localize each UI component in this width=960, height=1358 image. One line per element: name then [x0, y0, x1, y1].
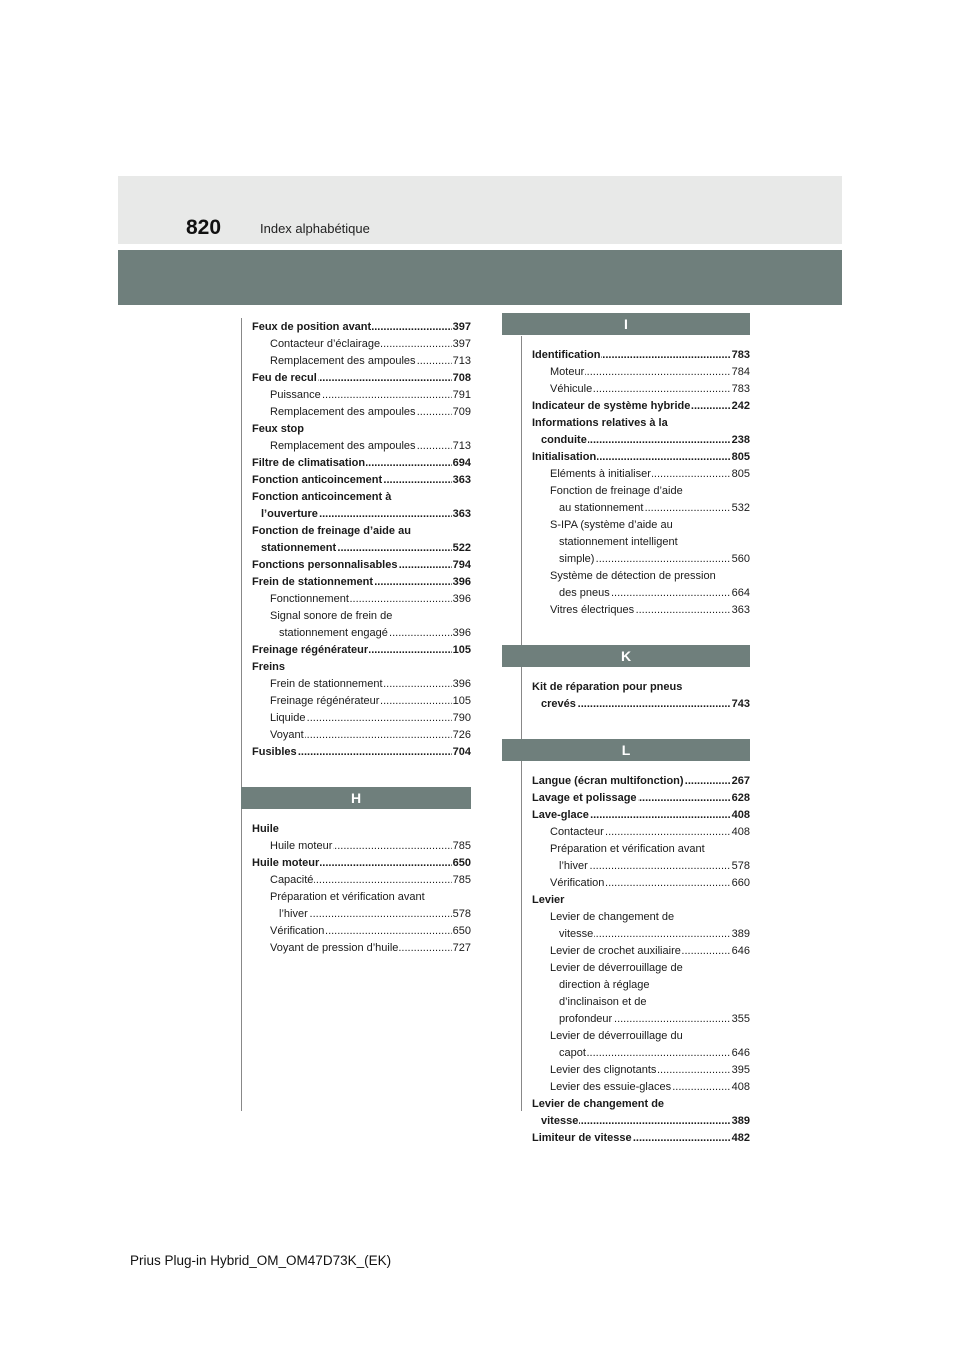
entry-text: Remplacement des ampoules	[270, 355, 416, 367]
index-entry[interactable]	[532, 977, 750, 994]
index-entry[interactable]	[532, 1096, 750, 1113]
entry-text: Identification	[532, 349, 601, 361]
index-entry[interactable]	[532, 551, 750, 568]
entry-text: vitesse	[541, 1115, 579, 1127]
entry-page-number: 713	[452, 353, 471, 370]
entry-text: direction à réglage	[559, 979, 650, 991]
index-entry[interactable]	[252, 744, 471, 761]
entry-text: Filtre de climatisation	[252, 457, 366, 469]
entry-text: Voyant	[270, 729, 304, 741]
entry-text: Levier des clignotants	[550, 1064, 657, 1076]
entry-text: Capacité	[270, 874, 314, 886]
entry-text: simple)	[559, 553, 595, 565]
entry-text: stationnement engagé	[279, 627, 388, 639]
entry-text: Fusibles	[252, 746, 297, 758]
index-entry[interactable]	[252, 923, 471, 940]
entry-page-number: 363	[452, 472, 471, 489]
entry-page-number: 664	[731, 585, 750, 602]
entry-page-number: 578	[731, 858, 750, 875]
letter-heading: H	[241, 787, 471, 809]
entry-page-number: 660	[731, 875, 750, 892]
entry-text: crevés	[541, 698, 576, 710]
entry-text: Voyant de pression d’huile	[270, 942, 399, 954]
entry-page-number: 238	[731, 432, 750, 449]
index-entry[interactable]	[252, 574, 471, 591]
entry-page-number: 408	[731, 1079, 750, 1096]
index-entry[interactable]	[532, 926, 750, 943]
index-entry[interactable]	[252, 608, 471, 625]
index-entry[interactable]	[252, 438, 471, 455]
index-entry[interactable]	[532, 1028, 750, 1045]
index-entry[interactable]	[252, 489, 471, 506]
entry-page-number: 708	[452, 370, 471, 387]
index-entry[interactable]	[532, 347, 750, 364]
index-entry[interactable]	[532, 517, 750, 534]
entry-page-number: 785	[452, 838, 471, 855]
entry-text: Huile moteur	[270, 840, 333, 852]
index-entry[interactable]	[532, 807, 750, 824]
index-entry[interactable]	[252, 855, 471, 872]
entry-page-number: 805	[731, 466, 750, 483]
index-entry[interactable]	[532, 585, 750, 602]
entry-text: au stationnement	[559, 502, 644, 514]
index-entry[interactable]	[252, 838, 471, 855]
entry-text: Remplacement des ampoules	[270, 440, 416, 452]
index-entry[interactable]	[532, 534, 750, 551]
index-entry[interactable]	[252, 523, 471, 540]
entry-text: stationnement	[261, 542, 337, 554]
index-entry[interactable]	[532, 960, 750, 977]
entry-text: Eléments à initialiser	[550, 468, 651, 480]
entry-text: Fonction de freinage d’aide au	[252, 525, 411, 537]
entry-page-number: 396	[452, 625, 471, 642]
entry-text: Langue (écran multifonction)	[532, 775, 684, 787]
letter-heading: L	[502, 739, 750, 761]
left-column-rule	[241, 318, 242, 1111]
entry-page-number: 650	[452, 923, 471, 940]
entry-page-number: 650	[452, 855, 471, 872]
index-entry[interactable]	[532, 773, 750, 790]
index-entry[interactable]	[252, 872, 471, 889]
index-entry[interactable]	[252, 387, 471, 404]
entry-text: Freins	[252, 661, 286, 673]
index-entry[interactable]	[532, 892, 750, 909]
entry-page-number: 785	[452, 872, 471, 889]
entry-page-number: 105	[452, 693, 471, 710]
entry-page-number: 628	[731, 790, 750, 807]
entry-page-number: 726	[452, 727, 471, 744]
index-entry[interactable]	[252, 710, 471, 727]
index-entry[interactable]	[532, 858, 750, 875]
entry-text: stationnement intelligent	[559, 536, 678, 548]
entry-text: Fonctionnement	[270, 593, 349, 605]
entry-page-number: 482	[731, 1130, 750, 1147]
entry-text: Puissance	[270, 389, 321, 401]
entry-page-number: 578	[452, 906, 471, 923]
entry-text: Lave-glace	[532, 809, 589, 821]
entry-page-number: 363	[731, 602, 750, 619]
entry-text: Lavage et polissage	[532, 792, 637, 804]
entry-page-number: 105	[452, 642, 471, 659]
index-entry[interactable]	[532, 568, 750, 585]
right-index-column	[532, 313, 750, 1147]
letter-heading: I	[502, 313, 750, 335]
entry-text: Système de détection de pression	[550, 570, 716, 582]
index-entry[interactable]	[252, 693, 471, 710]
entry-text: Freinage régénérateur	[252, 644, 369, 656]
index-entry[interactable]	[532, 696, 750, 713]
entry-text: Levier de déverrouillage de	[550, 962, 683, 974]
index-entry[interactable]	[252, 370, 471, 387]
entry-text: conduite	[541, 434, 587, 446]
index-entry[interactable]	[252, 319, 471, 336]
entry-text: Kit de réparation pour pneus	[532, 681, 683, 693]
index-entry[interactable]	[532, 1113, 750, 1130]
entry-text: Moteur	[550, 366, 585, 378]
entry-page-number: 396	[452, 676, 471, 693]
entry-text: Contacteur d’éclairage	[270, 338, 381, 350]
entry-page-number: 560	[731, 551, 750, 568]
entry-text: Levier de changement de	[532, 1098, 665, 1110]
entry-text: Vitres électriques	[550, 604, 635, 616]
entry-text: Levier de déverrouillage du	[550, 1030, 683, 1042]
entry-text: Freinage régénérateur	[270, 695, 380, 707]
index-entry[interactable]	[532, 398, 750, 415]
entry-page-number: 522	[452, 540, 471, 557]
index-entry[interactable]	[532, 909, 750, 926]
index-entry[interactable]	[532, 483, 750, 500]
index-entry[interactable]	[252, 557, 471, 574]
entry-text: Fonction anticoincement	[252, 474, 383, 486]
index-entry[interactable]	[252, 455, 471, 472]
index-entry[interactable]	[532, 602, 750, 619]
index-entry[interactable]	[532, 500, 750, 517]
entry-text: Vérification	[550, 877, 605, 889]
index-entry[interactable]	[252, 421, 471, 438]
index-entry[interactable]	[532, 943, 750, 960]
entry-page-number: 408	[731, 824, 750, 841]
index-entry[interactable]	[252, 676, 471, 693]
entry-page-number: 242	[731, 398, 750, 415]
entry-text: d’inclinaison et de	[559, 996, 647, 1008]
entry-page-number: 397	[452, 336, 471, 353]
index-entry[interactable]	[532, 432, 750, 449]
entry-text: Contacteur	[550, 826, 604, 838]
index-entry[interactable]	[252, 540, 471, 557]
index-entry[interactable]	[532, 1079, 750, 1096]
entry-page-number: 363	[452, 506, 471, 523]
index-entry[interactable]	[532, 841, 750, 858]
page-number: 820	[186, 216, 222, 239]
index-entry[interactable]	[252, 625, 471, 642]
entry-text: Fonction anticoincement à	[252, 491, 392, 503]
index-entry[interactable]	[532, 381, 750, 398]
entry-text: l’hiver	[559, 860, 588, 872]
entry-text: Huile moteur	[252, 857, 320, 869]
entry-text: Indicateur de système hybride	[532, 400, 691, 412]
entry-page-number: 408	[731, 807, 750, 824]
index-entry[interactable]	[532, 1062, 750, 1079]
entry-page-number: 532	[731, 500, 750, 517]
index-entry[interactable]	[532, 364, 750, 381]
entry-text: Levier des essuie-glaces	[550, 1081, 672, 1093]
index-entry[interactable]	[252, 727, 471, 744]
entry-page-number: 743	[731, 696, 750, 713]
index-entry[interactable]	[532, 679, 750, 696]
dot-leader	[559, 1045, 750, 1062]
entry-page-number: 389	[731, 1113, 750, 1130]
entry-page-number: 794	[452, 557, 471, 574]
entry-text: profondeur	[559, 1013, 613, 1025]
index-entry[interactable]	[532, 449, 750, 466]
index-entry[interactable]	[252, 821, 471, 838]
entry-text: Initialisation	[532, 451, 597, 463]
entry-page-number: 805	[731, 449, 750, 466]
entry-text: Frein de stationnement	[252, 576, 374, 588]
entry-text: Véhicule	[550, 383, 593, 395]
entry-page-number: 355	[731, 1011, 750, 1028]
entry-page-number: 790	[452, 710, 471, 727]
entry-page-number: 397	[452, 319, 471, 336]
right-column-rule	[521, 336, 522, 1111]
entry-page-number: 396	[452, 591, 471, 608]
index-entry[interactable]	[532, 824, 750, 841]
entry-text: Levier de changement de	[550, 911, 675, 923]
entry-text: Huile	[252, 823, 279, 835]
entry-text: capot	[559, 1047, 586, 1059]
entry-text: Limiteur de vitesse	[532, 1132, 632, 1144]
index-entry[interactable]	[532, 994, 750, 1011]
entry-text: Fonction de freinage d’aide	[550, 485, 683, 497]
index-entry[interactable]	[532, 875, 750, 892]
left-index-column	[252, 319, 471, 957]
entry-text: Feux stop	[252, 423, 304, 435]
entry-text: Remplacement des ampoules	[270, 406, 416, 418]
entry-page-number: 267	[731, 773, 750, 790]
header-dark-band	[118, 250, 842, 305]
entry-text: Feux de position avant	[252, 321, 372, 333]
entry-text: l’ouverture	[261, 508, 318, 520]
entry-text: Signal sonore de frein de	[270, 610, 393, 622]
index-entry[interactable]	[252, 940, 471, 957]
entry-text: Préparation et vérification avant	[270, 891, 425, 903]
entry-page-number: 791	[452, 387, 471, 404]
index-entry[interactable]	[252, 659, 471, 676]
entry-page-number: 704	[452, 744, 471, 761]
header-band	[118, 176, 842, 244]
entry-page-number: 646	[731, 943, 750, 960]
entry-text: S-IPA (système d’aide au	[550, 519, 673, 531]
index-entry[interactable]	[252, 353, 471, 370]
index-entry[interactable]	[252, 889, 471, 906]
section-title: Index alphabétique	[260, 221, 370, 236]
entry-text: des pneus	[559, 587, 610, 599]
entry-page-number: 727	[452, 940, 471, 957]
index-entry[interactable]	[252, 336, 471, 353]
index-entry[interactable]	[532, 466, 750, 483]
entry-page-number: 396	[452, 574, 471, 591]
index-entry[interactable]	[252, 642, 471, 659]
entry-text: Frein de stationnement	[270, 678, 383, 690]
entry-text: Levier de crochet auxiliaire	[550, 945, 681, 957]
index-entry[interactable]	[252, 472, 471, 489]
entry-page-number: 783	[731, 381, 750, 398]
entry-text: Feu de recul	[252, 372, 317, 384]
entry-text: Vérification	[270, 925, 325, 937]
entry-page-number: 694	[452, 455, 471, 472]
index-entry[interactable]	[532, 1130, 750, 1147]
index-entry[interactable]	[252, 906, 471, 923]
index-entry[interactable]	[532, 415, 750, 432]
entry-page-number: 389	[731, 926, 750, 943]
entry-page-number: 646	[731, 1045, 750, 1062]
index-entry[interactable]	[252, 404, 471, 421]
index-entry[interactable]	[252, 591, 471, 608]
entry-text: Liquide	[270, 712, 306, 724]
entry-text: Préparation et vérification avant	[550, 843, 705, 855]
entry-text: Levier	[532, 894, 565, 906]
index-entry[interactable]	[532, 790, 750, 807]
entry-text: Fonctions personnalisables	[252, 559, 398, 571]
footer-document-id: Prius Plug-in Hybrid_OM_OM47D73K_(EK)	[130, 1253, 392, 1268]
entry-text: vitesse	[559, 928, 594, 940]
index-entry[interactable]	[532, 1045, 750, 1062]
entry-text: Informations relatives à la	[532, 417, 668, 429]
entry-page-number: 783	[731, 347, 750, 364]
index-entry[interactable]	[532, 1011, 750, 1028]
entry-page-number: 709	[452, 404, 471, 421]
entry-page-number: 713	[452, 438, 471, 455]
entry-page-number: 784	[731, 364, 750, 381]
entry-text: l’hiver	[279, 908, 308, 920]
entry-page-number: 395	[731, 1062, 750, 1079]
index-entry[interactable]	[252, 506, 471, 523]
letter-heading: K	[502, 645, 750, 667]
